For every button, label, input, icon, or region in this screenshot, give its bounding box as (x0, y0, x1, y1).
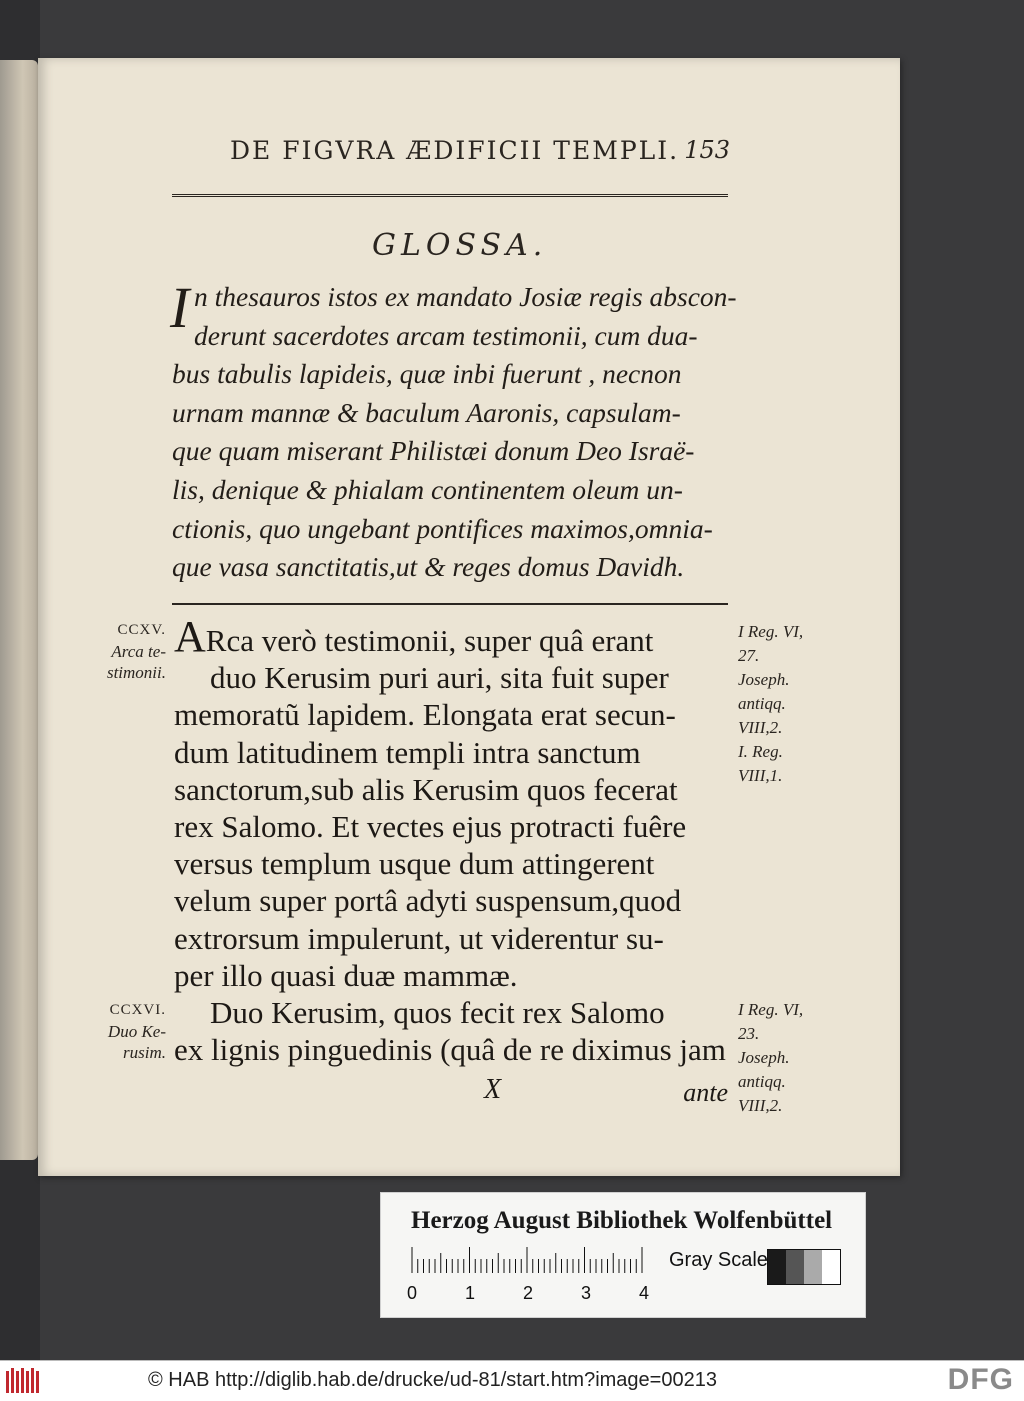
margin-note-line: Arca te- (111, 642, 166, 661)
glossa-text (170, 275, 737, 587)
body-line: ex lignis pinguedinis (quâ de re diximus jam (174, 1032, 726, 1068)
scale-ruler (411, 1247, 643, 1273)
body-line: rex Salomo. Et vectes ejus protracti fuêre (174, 809, 687, 845)
margin-ref-line: VIII,2. (738, 718, 783, 737)
page-footer-catchwords (174, 1074, 734, 1107)
margin-ref-line: I. Reg. (738, 742, 783, 761)
margin-note-left (76, 620, 166, 683)
footer-bar (0, 1360, 1024, 1401)
ruler-number: 0 (407, 1283, 418, 1303)
body-line: per illo quasi duæ mammæ. (174, 957, 518, 993)
ruler-number: 1 (465, 1283, 476, 1303)
glossa-line: urnam mannæ & baculum Aaronis, capsulam- (172, 396, 681, 428)
body-line: sanctorum,sub alis Kerusim quos fecerat (174, 771, 678, 807)
margin-ref-line: Joseph. (738, 670, 790, 689)
glossa-line: que vasa sanctitatis,ut & reges domus Davidh. (172, 551, 685, 583)
header-rule (172, 194, 728, 197)
body-line-first (174, 612, 734, 661)
body-line: velum super portâ adyti suspensum,quod (174, 883, 682, 919)
section-number: CCXV. (117, 622, 166, 638)
body-line: versus templum usque dum attingerent (174, 846, 655, 882)
margin-note-line: rusim. (123, 1043, 166, 1062)
glossa-heading: GLOSSA. (372, 228, 548, 263)
body-line: Duo Kerusim, quos fecit rex Salomo (210, 995, 665, 1031)
glossa-line: lis, denique & phialam continentem oleum un- (172, 473, 683, 505)
margin-ref-line: I Reg. VI, (738, 622, 804, 641)
section-rule (172, 603, 728, 605)
margin-ref-line: antiqq. (738, 694, 786, 713)
glossa-line: ctionis, quo ungebant pontifices maximos,omnia- (172, 512, 713, 544)
glossa-line: n thesauros istos ex mandato Josiæ regis abscon- (194, 281, 737, 312)
gray-step (786, 1250, 804, 1284)
margin-ref-line: 23. (738, 1024, 760, 1043)
hab-logo-icon (4, 1365, 42, 1397)
body-line: extrorsum impulerunt, ut viderentur su- (174, 920, 664, 956)
section-number: CCXVI. (109, 1002, 166, 1018)
library-name: Herzog August Bibliothek Wolfenbüttel (411, 1207, 833, 1234)
running-head (230, 136, 730, 172)
gray-scale-label: Gray Scale (669, 1249, 768, 1271)
body-line: duo Kerusim puri auri, sita fuit super (210, 660, 669, 696)
margin-ref-line: Joseph. (738, 1048, 790, 1067)
gray-step (822, 1250, 840, 1284)
ruler-number: 4 (639, 1283, 650, 1303)
copyright-url: © HAB http://diglib.hab.de/drucke/ud-81/start.htm?image=00213 (148, 1369, 717, 1391)
body-line: Rca verò testimonii, super quâ erant (205, 623, 654, 658)
dfg-logo: DFG (947, 1363, 1014, 1396)
glossa-line: bus tabulis lapideis, quæ inbi fuerunt , necnon (172, 358, 682, 390)
ruler-numbers (407, 1283, 671, 1307)
gray-step (804, 1250, 822, 1284)
body-line: memoratũ lapidem. Elongata erat secun- (174, 697, 676, 733)
body-initial: A (174, 612, 206, 661)
catchword: ante (683, 1078, 728, 1107)
running-title: DE FIGVRA ÆDIFICII TEMPLI. (230, 136, 680, 165)
gray-step (768, 1250, 786, 1284)
glossa-initial: I (170, 275, 190, 340)
page-number: 153 (684, 136, 730, 164)
ruler-ticks (411, 1247, 643, 1273)
body-line: dum latitudinem templi intra sanctum (174, 734, 641, 770)
margin-reference-right (738, 620, 828, 788)
margin-ref-line: VIII,1. (738, 766, 783, 785)
previous-page-edge (0, 60, 38, 1160)
margin-ref-line: VIII,2. (738, 1096, 783, 1115)
margin-note-left (76, 1000, 166, 1063)
margin-ref-line: 27. (738, 646, 760, 665)
margin-note-line: stimonii. (106, 663, 166, 682)
glossa-line: derunt sacerdotes arcam testimonii, cum dua- (194, 319, 698, 351)
signature-mark: X (484, 1074, 502, 1105)
margin-reference-right (738, 998, 828, 1118)
library-color-card (380, 1192, 866, 1318)
ruler-number: 2 (523, 1283, 534, 1303)
margin-ref-line: I Reg. VI, (738, 1000, 804, 1019)
ruler-number: 3 (581, 1283, 592, 1303)
glossa-line: que quam miserant Philistæi donum Deo Israë- (172, 435, 695, 467)
body-text (174, 612, 734, 1068)
margin-ref-line: antiqq. (738, 1072, 786, 1091)
margin-note-line: Duo Ke- (107, 1022, 166, 1041)
gray-scale-swatch (767, 1249, 841, 1285)
